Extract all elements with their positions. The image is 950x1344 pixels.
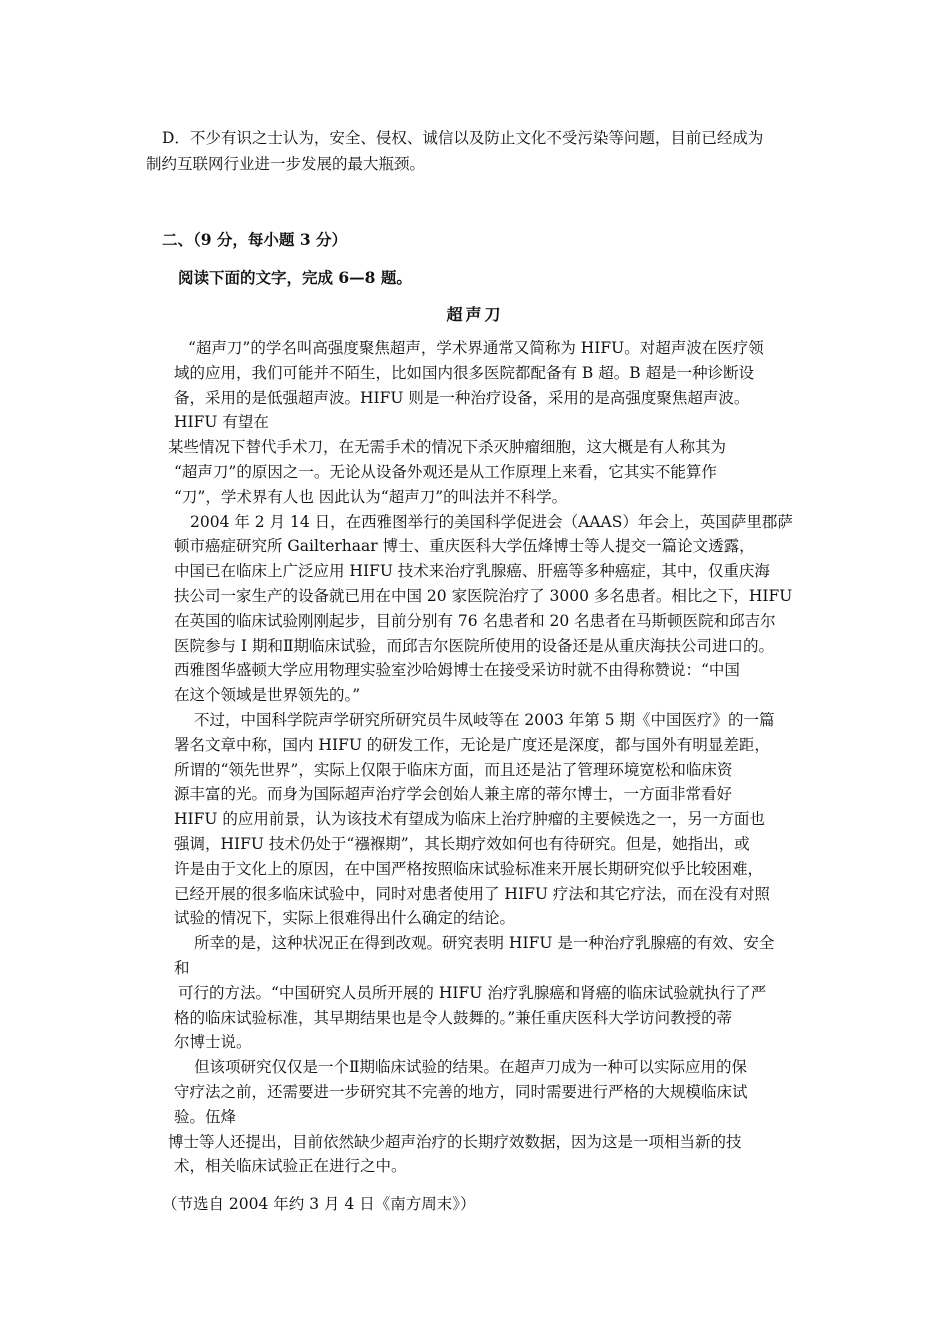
article-line: 所幸的是，这种状况正在得到改观。研究表明 HIFU 是一种治疗乳腺癌的有效、安全 xyxy=(194,934,775,953)
article-line: 验。伍烽 xyxy=(174,1107,237,1126)
article-line: 不过，中国科学院声学研究所研究员牛凤岐等在 2003 年第 5 期《中国医疗》的一篇 xyxy=(194,710,775,729)
article-line: 尔博士说。 xyxy=(174,1033,252,1052)
article-line: HIFU 有望在 xyxy=(174,413,269,432)
article-line: 可行的方法。“中国研究人员所开展的 HIFU 治疗乳腺癌和肾癌的临床试验就执行了严 xyxy=(178,983,767,1002)
article-line: HIFU 的应用前景，认为该技术有望成为临床上治疗肿瘤的主要候选之一，另一方面也 xyxy=(174,810,765,829)
article-line: 已经开展的很多临床试验中，同时对患者使用了 HIFU 疗法和其它疗法，而在没有对照 xyxy=(174,884,770,903)
section-heading: 二、（9 分，每小题 3 分） xyxy=(162,230,348,249)
article-line: 博士等人还提出，目前依然缺少超声治疗的长期疗效数据，因为这是一项相当新的技 xyxy=(168,1132,742,1151)
article-title: 超声刀 xyxy=(446,305,504,324)
article-line: 在这个领域是世界领先的。” xyxy=(174,686,361,705)
article-line: 西雅图华盛顿大学应用物理实验室沙哈姆博士在接受采访时就不由得称赞说：“中国 xyxy=(174,661,740,680)
article-line: 在英国的临床试验刚刚起步，目前分别有 76 名患者和 20 名患者在马斯顿医院和邱吉尔 xyxy=(174,611,776,630)
article-line: 试验的情况下，实际上很难得出什么确定的结论。 xyxy=(174,909,516,928)
article-line: 域的应用，我们可能并不陌生，比如国内很多医院都配备有 B 超。B 超是一种诊断设 xyxy=(174,363,755,382)
article-line: 所谓的“领先世界”，实际上仅限于临床方面，而且还是沾了管理环境宽松和临床资 xyxy=(174,760,733,779)
article-line: 许是由于文化上的原因，在中国严格按照临床试验标准来开展长期研究似乎比较困难， xyxy=(174,859,764,878)
article-line: 源丰富的光。而身为国际超声治疗学会创始人兼主席的蒂尔博士，一方面非常看好 xyxy=(174,785,733,804)
article-line: 备，采用的是低强超声波。HIFU 则是一种治疗设备，采用的是高强度聚焦超声波。 xyxy=(174,388,750,407)
article-line: 和 xyxy=(174,958,190,977)
article-line: “刀”，学术界有人也 因此认为“超声刀”的叫法并不科学。 xyxy=(174,487,568,506)
article-line: 某些情况下替代手术刀，在无需手术的情况下杀灭肿瘤细胞，这大概是有人称其为 xyxy=(168,438,727,457)
article-line: 但该项研究仅仅是一个Ⅱ期临床试验的结果。在超声刀成为一种可以实际应用的保 xyxy=(194,1058,748,1077)
article-source: （节选自 2004 年约 3 月 4 日《南方周末》） xyxy=(162,1195,476,1213)
article-line: 守疗法之前，还需要进一步研究其不完善的地方，同时需要进行严格的大规模临床试 xyxy=(174,1082,748,1101)
article-line: “超声刀”的原因之一。无论从设备外观还是从工作原理上来看，它其实不能算作 xyxy=(174,462,717,481)
article-line: 格的临床试验标准，其早期结果也是令人鼓舞的。”兼任重庆医科大学访问教授的蒂 xyxy=(174,1008,733,1027)
article-line: 扶公司一家生产的设备就已用在中国 20 家医院治疗了 3000 多名患者。相比之下，HIFU xyxy=(174,586,793,605)
option-d-line-1: D．不少有识之士认为，安全、侵权、诚信以及防止文化不受污染等问题，目前已经成为 xyxy=(162,129,764,147)
article-line: “超声刀”的学名叫高强度聚焦超声，学术界通常又简称为 HIFU。对超声波在医疗领 xyxy=(188,339,764,357)
article-body xyxy=(168,336,824,1179)
article-line: 中国已在临床上广泛应用 HIFU 技术来治疗乳腺癌、肝癌等多种癌症，其中，仅重庆海 xyxy=(174,562,770,581)
article-line: 医院参与 I 期和Ⅱ期临床试验，而邱吉尔医院所使用的设备还是从重庆海扶公司进口的。 xyxy=(174,636,775,655)
article-line: 顿市癌症研究所 Gailterhaar 博士、重庆医科大学伍烽博士等人提交一篇论文透露， xyxy=(174,537,755,556)
section-instruction: 阅读下面的文字，完成 6—8 题。 xyxy=(178,268,412,287)
article-line: 2004 年 2 月 14 日，在西雅图举行的美国科学促进会（AAAS）年会上，英国萨里郡萨 xyxy=(190,512,793,531)
article-line: 强调，HIFU 技术仍处于“襁褓期”，其长期疗效如何也有待研究。但是，她指出，或 xyxy=(174,834,750,853)
article-line: 术，相关临床试验正在进行之中。 xyxy=(174,1157,407,1176)
article-line: 署名文章中称，国内 HIFU 的研发工作，无论是广度还是深度，都与国外有明显差距， xyxy=(174,735,770,754)
option-d-line-2: 制约互联网行业进一步发展的最大瓶颈。 xyxy=(146,155,426,173)
